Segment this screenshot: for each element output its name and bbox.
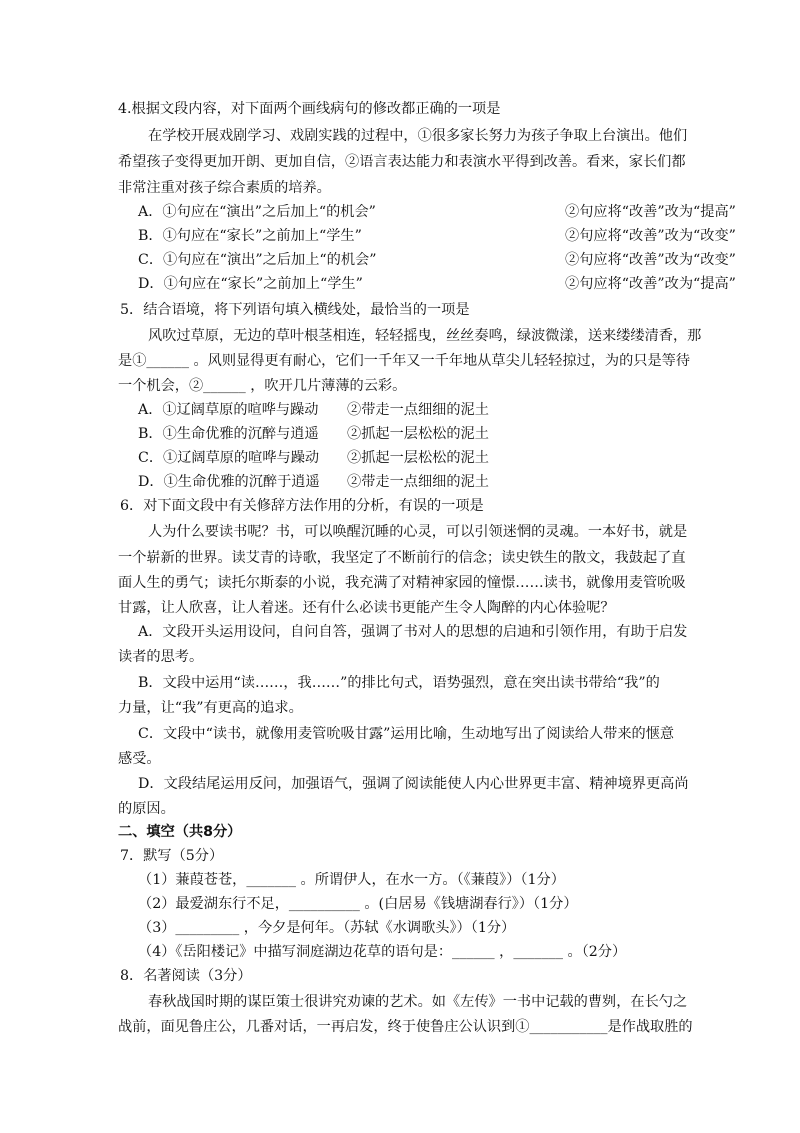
q4-stem: 4.根据文段内容，对下面两个画线病句的修改都正确的一项是 <box>118 101 501 117</box>
q4-para-line: 非常注重对孩子综合素质的培养。 <box>118 180 331 196</box>
q6-para-line: 人为什么要读书呢？书，可以唤醒沉睡的心灵，可以引领迷惘的灵魂。一本好书，就是 <box>148 524 688 540</box>
q4-option-d: D．①句应在“家长”之前加上“学生” ②句应将“改善”改为“提高” <box>138 276 736 292</box>
q7-item: （3）_________ ，今夕是何年。（苏轼《水调歌头》）（1分） <box>138 920 516 936</box>
q5-option-c: C．①辽阔草原的喧哗与躁动 ②抓起一层松松的泥土 <box>138 450 489 466</box>
q6-option-a-line2: 读者的思考。 <box>118 649 204 665</box>
q7-item: （4）《岳阳楼记》中描写洞庭湖边花草的语句是：______ ，_______ 。（2分） <box>138 944 627 960</box>
q6-option-d-line1: D．文段结尾运用反问，加强语气，强调了阅读能使人内心世界更丰富、精神境界更高尚 <box>138 776 689 792</box>
q6-para-line: 甘露，让人欣喜，让人着迷。还有什么必读书更能产生令人陶醉的内心体验呢？ <box>118 600 615 616</box>
q7-stem: 7．默写（5分） <box>120 848 224 864</box>
q5-option-b: B．①生命优雅的沉醉与逍遥 ②抓起一层松松的泥土 <box>138 426 489 442</box>
q5-para-line: 风吹过草原，无边的草叶根茎相连，轻轻摇曳，丝丝奏鸣，绿波微漾，送来缕缕清香，那 <box>148 328 702 344</box>
q5-option-d: D．①生命优雅的沉醉于逍遥 ②带走一点细细的泥土 <box>138 474 489 490</box>
q6-option-c-line2: 感受。 <box>118 751 161 767</box>
q5-option-a: A．①辽阔草原的喧哗与躁动 ②带走一点细细的泥土 <box>138 402 489 418</box>
q6-para-line: 一个崭新的世界。读艾青的诗歌，我坚定了不断前行的信念；读史铁生的散文，我鼓起了直 <box>118 550 686 566</box>
q7-item: （2）最爱湖东行不足，__________ 。(白居易《钱塘湖春行》）（1分） <box>138 896 578 912</box>
q4-para-line: 在学校开展戏剧学习、戏剧实践的过程中，①很多家长努力为孩子争取上台演出。他们 <box>148 128 688 144</box>
q4-option-a: A．①句应在“演出”之后加上“的机会” ②句应将“改善”改为“提高” <box>138 204 736 220</box>
section-title: 二、填空（共8分） <box>118 824 242 840</box>
q8-stem: 8．名著阅读（3分） <box>120 968 252 984</box>
q6-option-d-line2: 的原因。 <box>118 801 175 817</box>
q7-item: （1）蒹葭苍苍，_______ 。所谓伊人，在水一方。（《蒹葭》）（1分） <box>138 872 565 888</box>
q8-para-line: 战前，面见鲁庄公，几番对话，一再启发，终于使鲁庄公认识到①___________是作战取胜的 <box>118 1019 693 1035</box>
q4-para-line: 希望孩子变得更加开朗、更加自信，②语言表达能力和表演水平得到改善。看来，家长们都 <box>118 154 686 170</box>
q6-stem: 6．对下面文段中有关修辞方法作用的分析，有误的一项是 <box>120 498 484 514</box>
q4-option-b: B．①句应在“家长”之前加上“学生” ②句应将“改善”改为“改变” <box>138 228 736 244</box>
q6-option-b-line2: 力量，让“我”有更高的追求。 <box>118 700 303 716</box>
q6-para-line: 面人生的勇气；读托尔斯泰的小说，我充满了对精神家园的憧憬……读书，就像用麦管吮吸 <box>118 575 686 591</box>
q5-stem: 5．结合语境，将下列语句填入横线处，最恰当的一项是 <box>120 302 470 318</box>
q6-option-c-line1: C．文段中“读书，就像用麦管吮吸甘露”运用比喻，生动地写出了阅读给人带来的惬意 <box>138 726 675 742</box>
q4-option-c: C．①句应在“演出”之后加上“的机会” ②句应将“改善”改为“改变” <box>138 252 736 268</box>
q8-para-line: 春秋战国时期的谋臣策士很讲究劝谏的艺术。如《左传》一书中记载的曹刿，在长勺之 <box>148 994 688 1010</box>
q6-option-b-line1: B．文段中运用“读……，我……”的排比句式，语势强烈，意在突出读书带给“我”的 <box>138 675 660 691</box>
q5-para-line: 一个机会，②______ ，吹开几片薄薄的云彩。 <box>118 378 407 394</box>
q5-para-line: 是①______ 。风则显得更有耐心，它们一千年又一千年地从草尖儿轻轻掠过，为的只是等待 <box>118 353 691 369</box>
q6-option-a-line1: A．文段开头运用设问，自问自答，强调了书对人的思想的启迪和引领作用，有助于启发 <box>138 624 688 640</box>
